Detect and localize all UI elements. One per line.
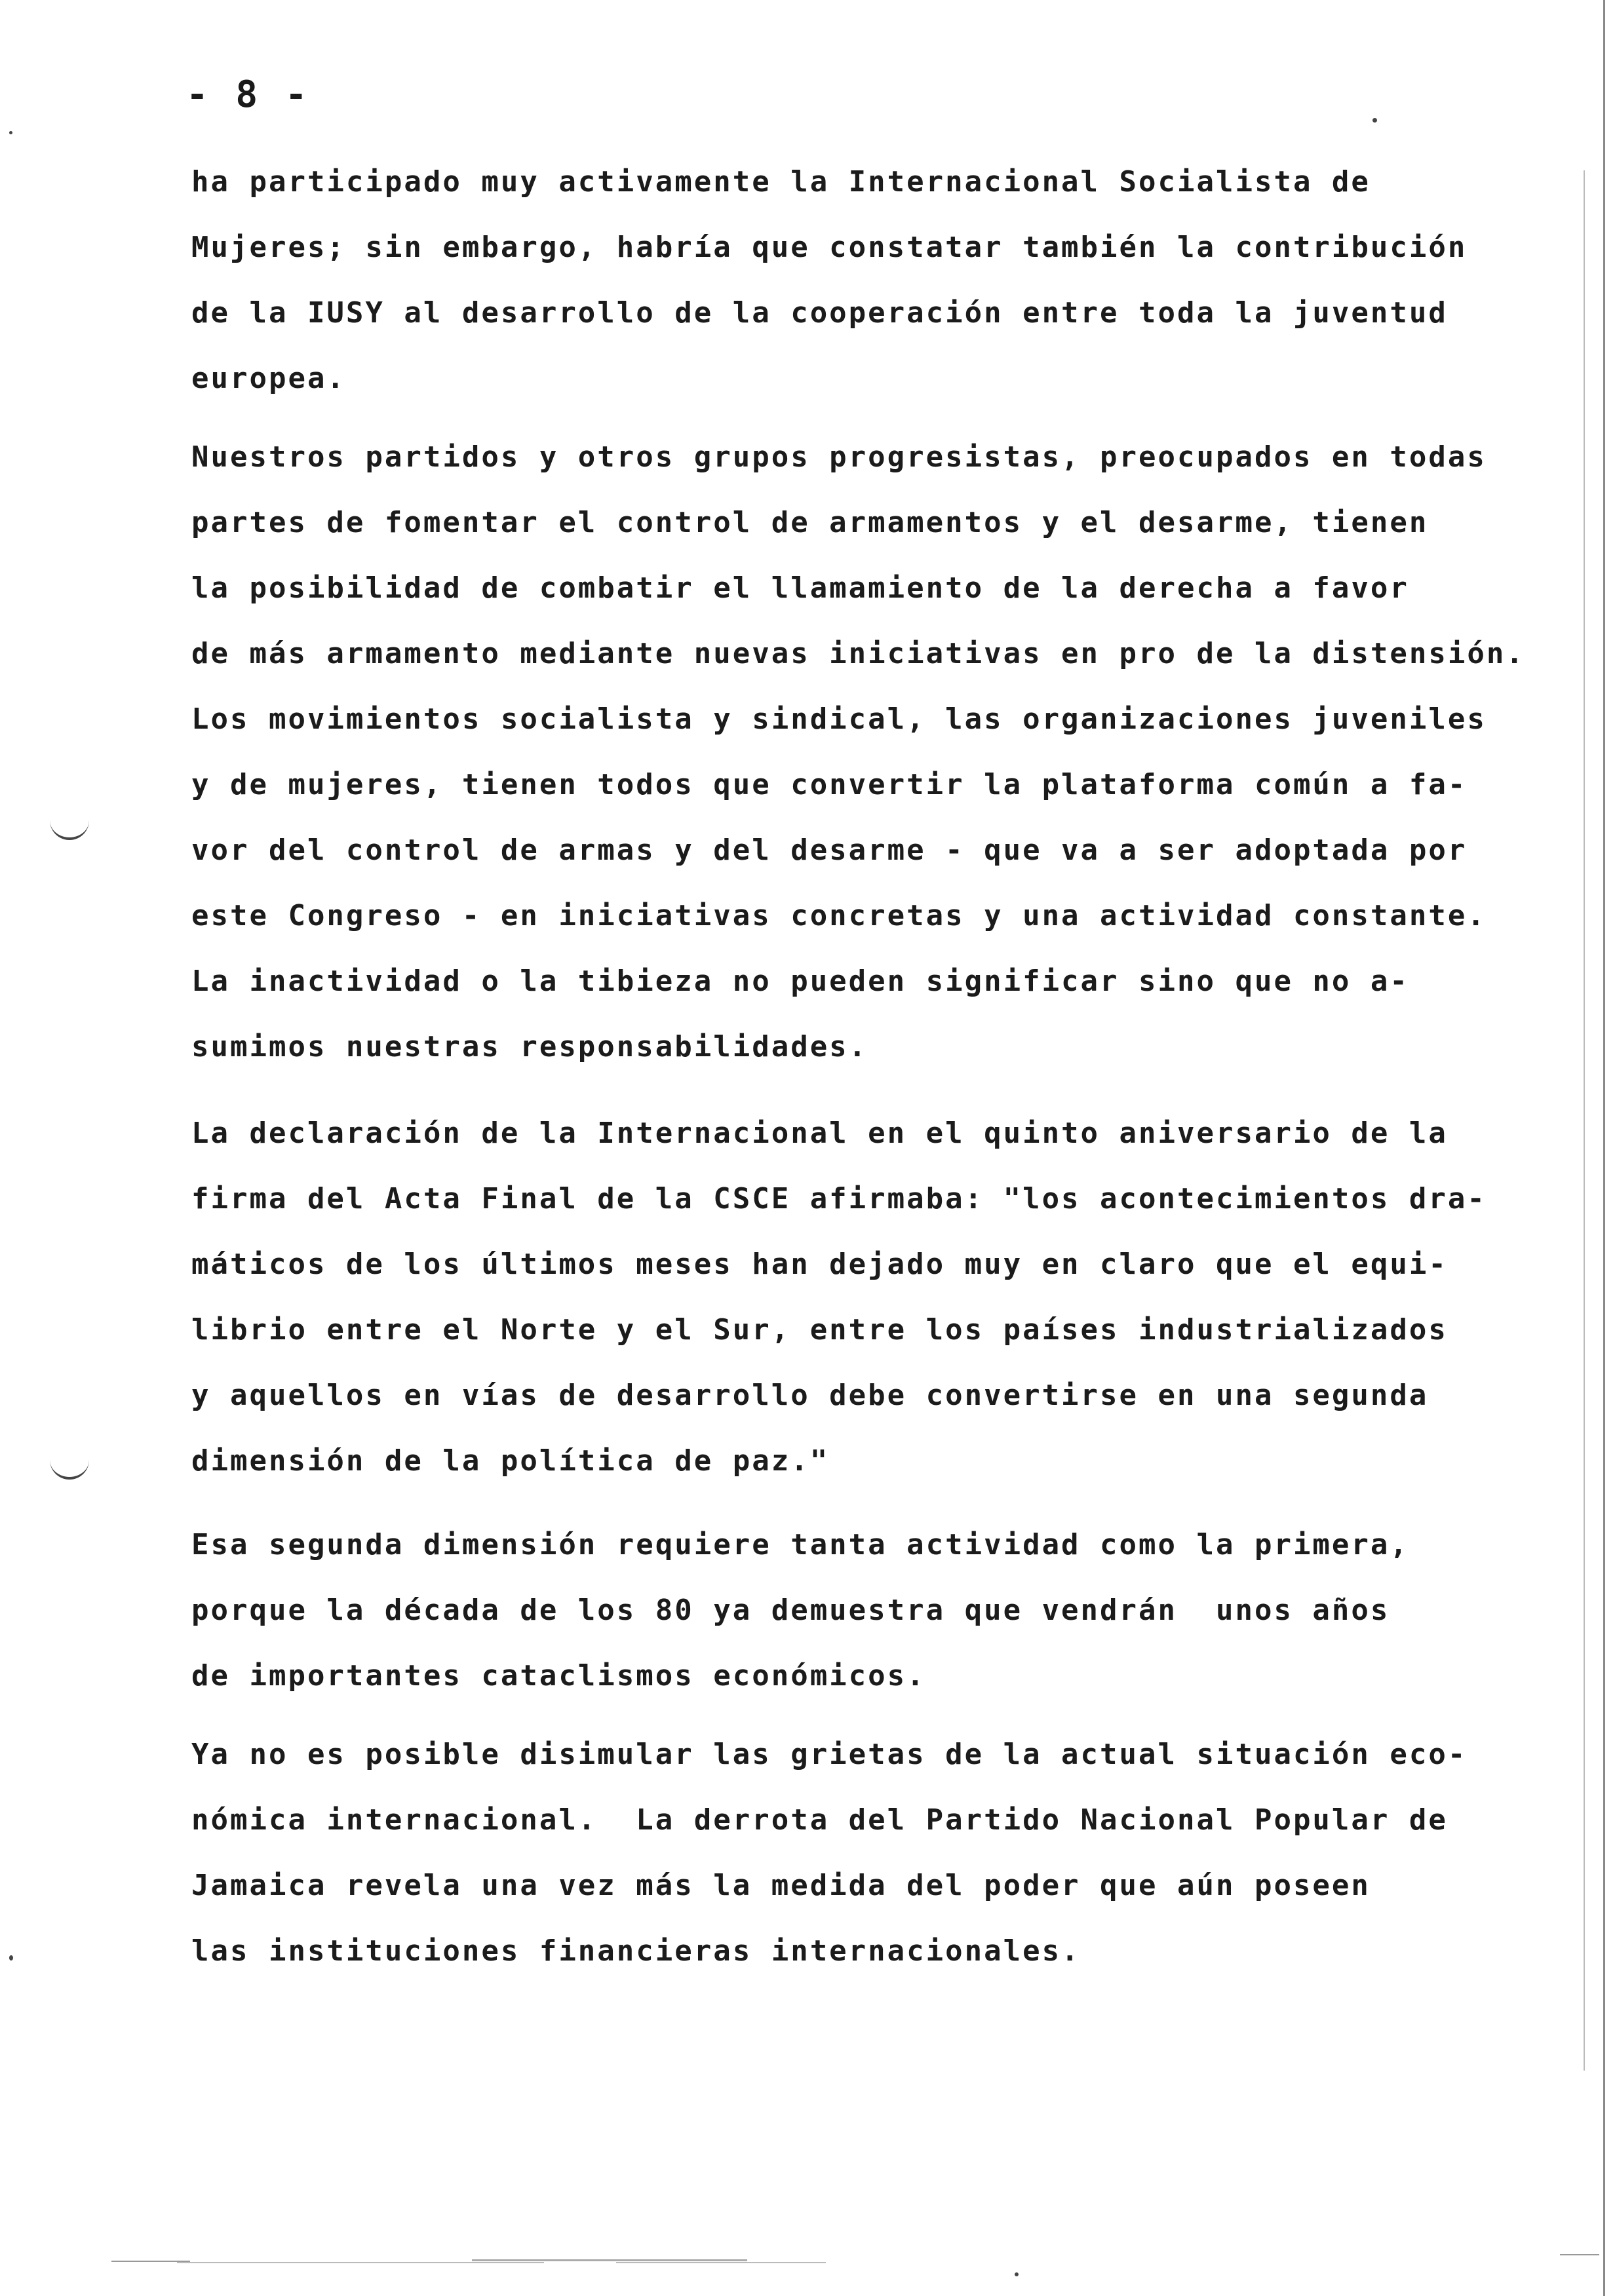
text-line: La declaración de la Internacional en el quinto aniversario de la	[191, 1117, 1448, 1150]
text-line: este Congreso - en iniciativas concretas y una actividad constante.	[191, 899, 1487, 932]
text-line: europea.	[191, 362, 346, 395]
text-line: ha participado muy activamente la Internacional Socialista de	[191, 165, 1371, 199]
bottom-scan-line	[1560, 2254, 1599, 2255]
scan-speck	[9, 1955, 13, 1961]
text-line: Jamaica revela una vez más la medida del poder que aún poseen	[191, 1869, 1371, 1902]
text-line: firma del Acta Final de la CSCE afirmaba: "los acontecimientos dra-	[191, 1182, 1487, 1215]
text-line: nómica internacional. La derrota del Partido Nacional Popular de	[191, 1803, 1448, 1837]
text-line: librio entre el Norte y el Sur, entre los países industrializados	[191, 1313, 1448, 1347]
margin-mark	[50, 1460, 89, 1480]
paragraph-3	[191, 1101, 1561, 1494]
text-line: porque la década de los 80 ya demuestra que vendrán unos años	[191, 1594, 1390, 1627]
bottom-scan-line	[616, 2262, 826, 2263]
text-line: y aquellos en vías de desarrollo debe convertirse en una segunda	[191, 1379, 1429, 1412]
text-line: de más armamento mediante nuevas iniciativas en pro de la distensión.	[191, 637, 1525, 670]
page-edge-line	[1603, 0, 1605, 2296]
margin-mark	[50, 820, 89, 840]
scan-speck	[9, 131, 12, 134]
text-line: máticos de los últimos meses han dejado muy en claro que el equi-	[191, 1248, 1448, 1281]
text-line: La inactividad o la tibieza no pueden significar sino que no a-	[191, 965, 1409, 998]
text-line: Nuestros partidos y otros grupos progresistas, preocupados en todas	[191, 440, 1487, 474]
text-line: dimensión de la política de paz."	[191, 1444, 830, 1478]
text-line: Esa segunda dimensión requiere tanta actividad como la primera,	[191, 1528, 1409, 1561]
paragraph-1	[191, 149, 1561, 411]
paragraph-5	[191, 1722, 1561, 1984]
paragraph-4	[191, 1512, 1561, 1709]
text-line: vor del control de armas y del desarme - que va a ser adoptada por	[191, 833, 1468, 867]
text-line: partes de fomentar el control de armamentos y el desarme, tienen	[191, 506, 1429, 539]
text-line: de la IUSY al desarrollo de la cooperación entre toda la juventud	[191, 296, 1448, 330]
bottom-scan-line	[177, 2262, 544, 2263]
text-line: Los movimientos socialista y sindical, las organizaciones juveniles	[191, 702, 1487, 736]
paragraph-2	[191, 425, 1561, 1080]
text-line: la posibilidad de combatir el llamamiento de la derecha a favor	[191, 571, 1409, 605]
page-edge-line	[1584, 170, 1585, 2071]
scan-speck	[1372, 118, 1377, 123]
text-line: sumimos nuestras responsabilidades.	[191, 1030, 868, 1063]
text-line: las instituciones financieras internacionales.	[191, 1934, 1081, 1968]
text-line: y de mujeres, tienen todos que convertir la plataforma común a fa-	[191, 768, 1468, 801]
text-line: Mujeres; sin embargo, habría que constatar también la contribución	[191, 231, 1468, 264]
page-number: - 8 -	[186, 73, 310, 116]
text-line: Ya no es posible disimular las grietas de la actual situación eco-	[191, 1738, 1468, 1771]
scan-speck	[1015, 2272, 1019, 2276]
text-line: de importantes cataclismos económicos.	[191, 1659, 926, 1693]
bottom-scan-line	[472, 2259, 747, 2261]
